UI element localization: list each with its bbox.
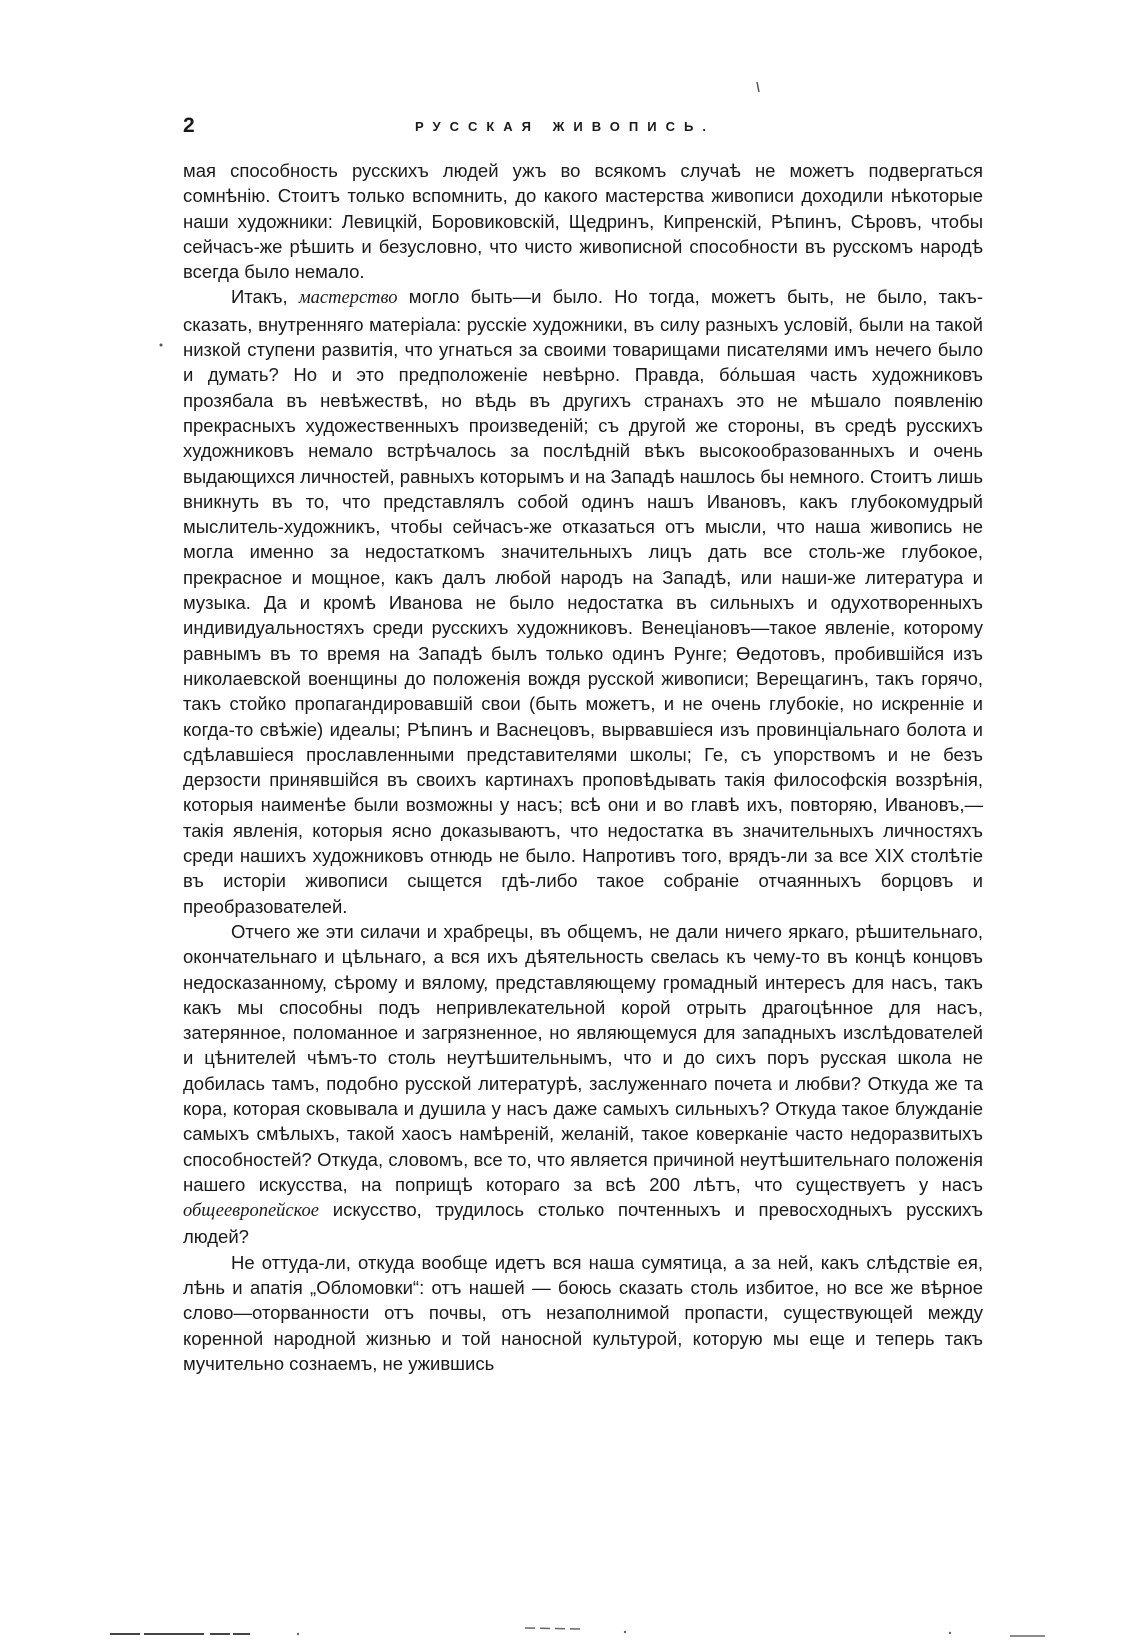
paragraph-2-text: могло быть—и было. Но тогда, можетъ быть, не было, такъ-сказать, внутренняго матеріала: русскіе художники, въ силу разныхъ условій, были на такой низкой ступени развитія, что угнаться за своими товарищами писателями имъ нечего было и думать? Но и это предположеніе невѣрно. Правда, бо́льшая часть художниковъ прозябала въ невѣжествѣ, но вѣдь въ другихъ странахъ это не мѣшало появленію прекрасныхъ художественныхъ произведеній; съ другой же стороны, въ средѣ русскихъ художниковъ немало встрѣчалось за послѣдній вѣкъ высокообразованныхъ и очень выдающихся личностей, равныхъ которымъ и на Западѣ нашлось бы немного. Стоитъ лишь вникнуть въ то, что представлялъ собой одинъ нашъ Ивановъ, какъ глубокомудрый мыслитель-художникъ, чтобы сейчасъ-же отказаться отъ мысли, что наша живопись не могла именно за недостаткомъ значительныхъ лицъ дать все столь-же глубокое, прекрасное и мощное, какъ далъ любой народъ на Западѣ, или наши-же литература и музыка. Да и кромѣ Иванова не было недостатка въ сильныхъ и одухотворенныхъ индивидуальностяхъ среди русскихъ художниковъ. Венеціановъ—такое явленіе, которому равнымъ въ то время на Западѣ былъ только одинъ Рунге; Өедотовъ, пробившійся изъ николаевской военщины до положенія вождя русской живописи; Верещагинъ, такъ горячо, такъ стойко пропагандировавшій свои (быть можетъ, и не очень глубокіе, но искренніе и когда-то свѣжіе) идеалы; Рѣпинъ и Васнецовъ, вырвавшіеся изъ провинціальнаго болота и сдѣлавшіеся прославленными представителями школы; Ге, съ упорствомъ и не безъ дерзости принявшійся въ своихъ картинахъ проповѣдывать такія философскія воззрѣнія, которыя наименѣе были возможны у насъ; всѣ они и во главѣ ихъ, повторяю, Ивановъ,—такія явленія, которыя ясно доказываютъ, что недостатка въ значительныхъ личностяхъ среди нашихъ художниковъ отнюдь не было. Напротивъ того, врядъ-ли за все XIX столѣтіе въ исторіи живописи сыщется гдѣ-либо такое собраніе отчаянныхъ борцовъ и преобразователей. <box>183 286 983 917</box>
italic-word-masterstvo: мастерство <box>298 288 398 309</box>
paragraph-1 <box>183 158 983 284</box>
paragraph-2 <box>183 284 983 918</box>
paragraph-4-text: Не оттуда-ли, откуда вообще идетъ вся наша сумятица, а за ней, какъ слѣдствіе ея, лѣнь и апатія „Обломовки“: отъ нашей — боюсь сказать столь избитое, но все же вѣрное слово—оторванности отъ почвы, отъ незаполнимой пропасти, существующей между коренной народной жизнью и той наносной культурой, которую мы еще и теперь такъ мучительно сознаемъ, не ужившись <box>183 1251 983 1374</box>
paragraph-2-lead: Итакъ, <box>231 286 299 308</box>
paragraph-1-text: мая способность русскихъ людей ужъ во всякомъ случаѣ не можетъ подвергаться сомнѣнію. Стоитъ только вспомнить, до какого мастерства живописи доходили нѣкоторые наши художники: Левицкій, Боровиковскій, Щедринъ, Кипренскій, Рѣпинъ, Сѣровъ, чтобы сейчасъ-же рѣшить и безусловно, что чисто живописной способности въ русскомъ народѣ всегда было немало. <box>183 160 983 283</box>
page-number: 2 <box>183 114 195 137</box>
scan-dot-bottom-b <box>624 1631 626 1633</box>
body-text <box>183 158 983 1376</box>
paragraph-3 <box>183 919 983 1250</box>
italic-word-obshcheevropeyskoe: общеевропейское <box>183 1201 320 1222</box>
scan-dot-bottom-c <box>949 1632 951 1634</box>
scan-dot-left <box>160 344 163 347</box>
scan-mark-top <box>757 82 759 92</box>
paragraph-4 <box>183 1250 983 1376</box>
running-title: РУССКАЯ ЖИВОПИСЬ. <box>415 119 715 134</box>
scan-line-bottom-mid <box>525 1628 580 1629</box>
paragraph-3-tail: искусство, трудилось столько почтенныхъ и превосходныхъ русскихъ людей? <box>183 1199 983 1248</box>
running-head <box>183 114 983 144</box>
scan-dot-bottom-a <box>297 1633 299 1635</box>
paragraph-3-text: Отчего же эти силачи и храбрецы, въ общемъ, не дали ничего яркаго, рѣшительнаго, окончательнаго и цѣльнаго, а вся ихъ дѣятельность свелась къ чему-то въ концѣ концовъ недосказанному, сѣрому и вялому, представляющему громадный интересъ для насъ, такъ какъ мы способны подъ непривлекательной корой отрыть драгоцѣнное для насъ, затерянное, поломанное и загрязненное, но являющемуся для западныхъ изслѣдователей и цѣнителей чѣмъ-то столь неутѣшительнымъ, что и до сихъ поръ русская школа не добилась тамъ, подобно русской литературѣ, заслуженнаго почета и любви? Откуда же та кора, которая сковывала и душила у насъ даже самыхъ сильныхъ? Откуда такое блужданіе самыхъ смѣлыхъ, такой хаосъ намѣреній, желаній, такое коверканіе часто недоразвитыхъ способностей? Откуда, словомъ, все то, что является причиной неутѣшительнаго положенія нашего искусства, на поприщѣ котораго за всѣ 200 лѣтъ, что существуетъ у насъ <box>183 920 983 1195</box>
